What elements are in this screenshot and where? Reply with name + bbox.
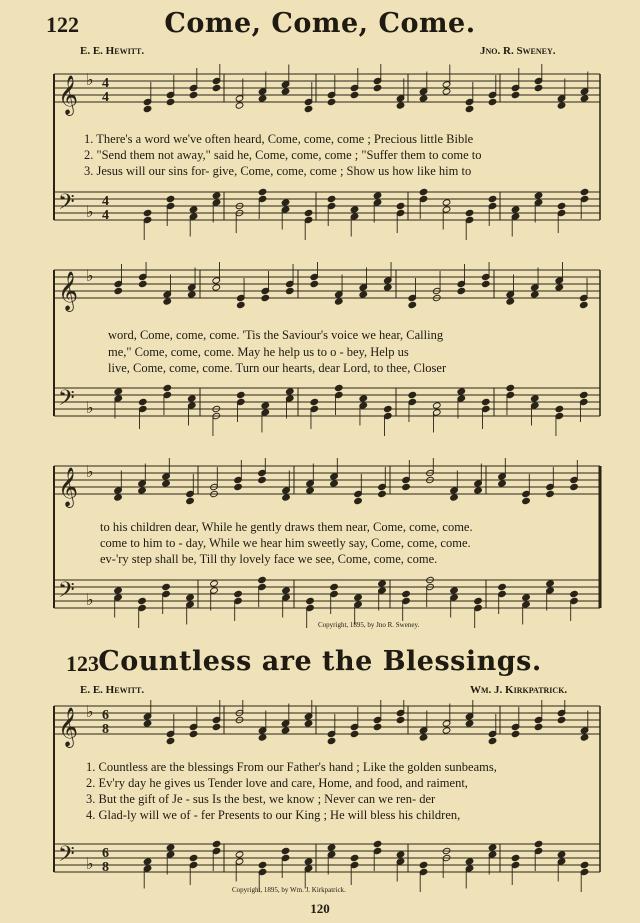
bass-clef-icon bbox=[58, 190, 75, 220]
lyric-line: 4. Glad-ly will we of - fer Presents to our King ; He will bless his children, bbox=[86, 808, 461, 822]
lyric-line: 3. Jesus will our sins for- give, Come, come, come ; Show us how like him to bbox=[84, 164, 472, 178]
lyric-line: to his children dear, While he gently draws them near, Come, come, come. bbox=[100, 520, 473, 534]
svg-text:8: 8 bbox=[102, 860, 109, 875]
flat-icon: ♭ bbox=[86, 590, 94, 609]
svg-text:4: 4 bbox=[102, 208, 109, 223]
words-credit: E. E. Hewitt. bbox=[80, 45, 145, 57]
hymn-title: Countless are the Blessings. bbox=[98, 646, 542, 677]
lyric-line: come to him to - day, While we hear him sweetly say, Come, come, come. bbox=[100, 536, 471, 550]
svg-text:𝄞: 𝄞 bbox=[58, 707, 79, 747]
svg-text:𝄢: 𝄢 bbox=[58, 578, 75, 608]
bass-clef-icon bbox=[58, 842, 75, 872]
flat-icon: ♭ bbox=[86, 702, 94, 721]
copyright-notice: Copyright, 1895, by Wm. J. Kirkpatrick. bbox=[232, 886, 346, 894]
svg-text:4: 4 bbox=[102, 90, 109, 105]
lyric-line: 2. "Send them not away," said he, Come, come, come ; "Suffer them to come to bbox=[84, 148, 482, 162]
lyric-line: word, Come, come, come. 'Tis the Saviour's voice we hear, Calling bbox=[108, 328, 444, 342]
hymn-number: 122 bbox=[46, 12, 79, 37]
lyric-line: 1. Countless are the blessings From our Father's hand ; Like the golden sunbeams, bbox=[86, 760, 497, 774]
svg-text:8: 8 bbox=[102, 722, 109, 737]
svg-text:𝄢: 𝄢 bbox=[58, 842, 75, 872]
flat-icon: ♭ bbox=[86, 398, 94, 417]
svg-text:4: 4 bbox=[102, 194, 109, 209]
treble-clef-icon bbox=[58, 271, 78, 312]
lyric-line: 1. There's a word we've often heard, Come, come, come ; Precious little Bible bbox=[84, 132, 474, 146]
lyric-line: live, Come, come, come. Turn our hearts, dear Lord, to thee, Closer bbox=[108, 361, 447, 375]
flat-icon: ♭ bbox=[86, 854, 94, 873]
words-credit: E. E. Hewitt. bbox=[80, 684, 145, 696]
copyright-notice: Copyright, 1895, by Jno R. Sweney. bbox=[318, 621, 420, 629]
flat-icon: ♭ bbox=[86, 70, 94, 89]
svg-text:4: 4 bbox=[102, 76, 109, 91]
lyric-line: 3. But the gift of Je - sus Is the best, we know ; Never can we ren- der bbox=[86, 792, 436, 806]
flat-icon: ♭ bbox=[86, 266, 94, 285]
svg-text:𝄞: 𝄞 bbox=[58, 271, 79, 311]
svg-text:6: 6 bbox=[102, 846, 109, 861]
svg-text:𝄞: 𝄞 bbox=[58, 75, 79, 115]
flat-icon: ♭ bbox=[86, 202, 94, 221]
music-credit: Jno. R. Sweney. bbox=[480, 45, 556, 57]
bass-clef-icon bbox=[58, 578, 75, 608]
svg-text:𝄞: 𝄞 bbox=[58, 467, 79, 507]
lyric-line: ev-'ry step shall be, Till thy lovely face we see, Come, come, come. bbox=[100, 552, 438, 566]
treble-clef-icon bbox=[58, 75, 78, 116]
lyric-line: me," Come, come, come. May he help us to o - bey, Help us bbox=[108, 345, 409, 359]
hymn-title: Come, Come, Come. bbox=[164, 8, 476, 39]
music-credit: Wm. J. Kirkpatrick. bbox=[470, 684, 568, 696]
svg-text:𝄢: 𝄢 bbox=[58, 190, 75, 220]
hymn-number: 123 bbox=[66, 651, 99, 676]
svg-text:6: 6 bbox=[102, 708, 109, 723]
flat-icon: ♭ bbox=[86, 462, 94, 481]
treble-clef-icon bbox=[58, 707, 78, 748]
svg-text:𝄢: 𝄢 bbox=[58, 386, 75, 416]
page-number: 120 bbox=[310, 901, 330, 916]
bass-clef-icon bbox=[58, 386, 75, 416]
treble-clef-icon bbox=[58, 467, 78, 508]
lyric-line: 2. Ev'ry day he gives us Tender love and care, Home, and food, and raiment, bbox=[86, 776, 468, 790]
